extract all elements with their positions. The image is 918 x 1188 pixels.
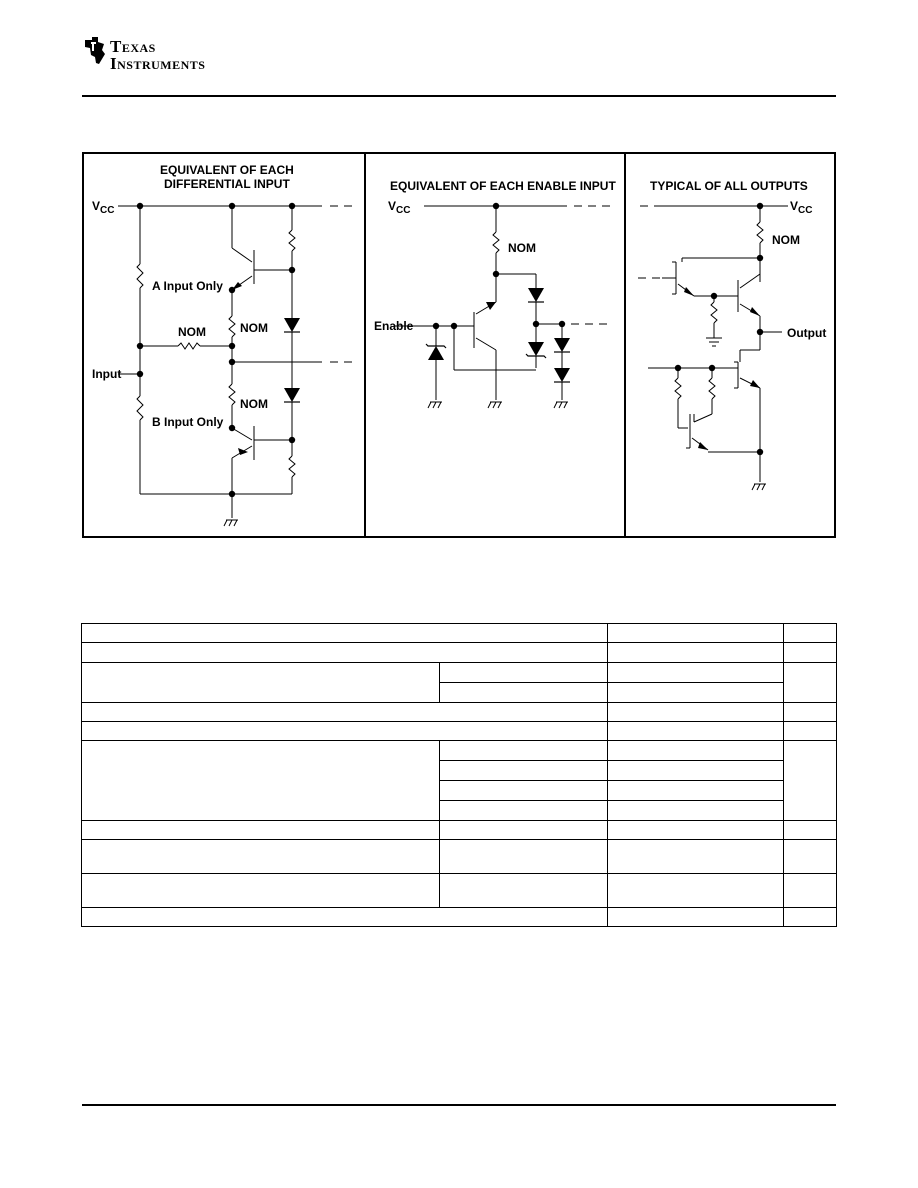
panel1-vcc-label: $V_{CC}$ — [92, 199, 115, 216]
table-row — [82, 741, 837, 761]
table-cell — [783, 840, 836, 874]
table-cell — [82, 874, 440, 908]
panel3-nodes — [675, 203, 763, 455]
panel1-arrows — [232, 282, 300, 455]
logo-line2: INSTRUMENTS — [110, 54, 206, 73]
table-cell — [440, 683, 607, 703]
input-label: Input — [92, 367, 122, 381]
panel2-vcc-label: $V_{CC}$ — [388, 199, 411, 216]
panel3-title: TYPICAL OF ALL OUTPUTS — [650, 179, 808, 193]
table-cell — [783, 908, 836, 927]
panel2-title: EQUIVALENT OF EACH ENABLE INPUT — [390, 179, 616, 193]
table-cell — [440, 840, 607, 874]
header-rule — [82, 95, 836, 97]
table-cell — [783, 624, 836, 643]
panel1-title-line1: EQUIVALENT OF EACH — [160, 163, 294, 177]
footer-rule — [82, 1104, 836, 1106]
nom-lower-label: NOM — [240, 397, 268, 411]
table-row — [82, 624, 837, 643]
table-cell — [607, 761, 783, 781]
panel-enable-input — [394, 206, 610, 400]
table-cell — [607, 801, 783, 821]
table-cell — [607, 821, 783, 840]
spec-table — [81, 623, 837, 927]
table-row — [82, 874, 837, 908]
table-cell — [783, 663, 836, 703]
output-label: Output — [787, 326, 827, 340]
table-cell — [607, 643, 783, 663]
table-cell — [607, 663, 783, 683]
table-cell — [783, 741, 836, 821]
nom-upper-label: NOM — [240, 321, 268, 335]
panel2-nodes — [433, 203, 565, 329]
table-cell — [783, 821, 836, 840]
panel-outputs — [638, 206, 788, 482]
table-cell — [82, 722, 608, 741]
panel1-nodes — [137, 203, 295, 497]
table-cell — [607, 624, 783, 643]
table-cell — [440, 781, 607, 801]
table-cell — [82, 643, 608, 663]
a-input-only-label: A Input Only — [152, 279, 223, 293]
table-cell — [82, 821, 440, 840]
schematics-figure — [82, 152, 838, 540]
table-row — [82, 821, 837, 840]
table-cell — [82, 741, 440, 821]
table-cell — [440, 663, 607, 683]
table-cell — [440, 821, 607, 840]
nom-horizontal-label: NOM — [178, 325, 206, 339]
table-cell — [82, 624, 608, 643]
table-row — [82, 703, 837, 722]
panel3-nom-label: NOM — [772, 233, 800, 247]
table-cell — [440, 801, 607, 821]
ti-logo-icon — [82, 36, 108, 66]
table-cell — [440, 874, 607, 908]
panel3-vcc-label: $V_{CC}$ — [790, 199, 813, 216]
table-row — [82, 840, 837, 874]
b-input-only-label: B Input Only — [152, 415, 224, 429]
ti-logo — [82, 36, 206, 76]
table-row — [82, 722, 837, 741]
table-row — [82, 908, 837, 927]
table-cell — [440, 741, 607, 761]
table-cell — [82, 663, 440, 703]
table-cell — [82, 908, 608, 927]
enable-label: Enable — [374, 319, 414, 333]
table-cell — [607, 722, 783, 741]
table-row — [82, 643, 837, 663]
table-cell — [607, 908, 783, 927]
table-cell — [607, 683, 783, 703]
panel1-title-line2: DIFFERENTIAL INPUT — [164, 177, 290, 191]
logo-line1: TEXAS — [110, 37, 156, 56]
table-cell — [783, 703, 836, 722]
table-cell — [783, 722, 836, 741]
table-cell — [607, 840, 783, 874]
table-cell — [82, 703, 608, 722]
table-cell — [607, 703, 783, 722]
table-cell — [440, 761, 607, 781]
table-cell — [607, 874, 783, 908]
table-cell — [607, 741, 783, 761]
table-cell — [82, 840, 440, 874]
panel2-diodes — [428, 288, 570, 382]
table-cell — [783, 874, 836, 908]
table-cell — [783, 643, 836, 663]
panel2-nom-label: NOM — [508, 241, 536, 255]
table-row — [82, 663, 837, 683]
table-cell — [607, 781, 783, 801]
